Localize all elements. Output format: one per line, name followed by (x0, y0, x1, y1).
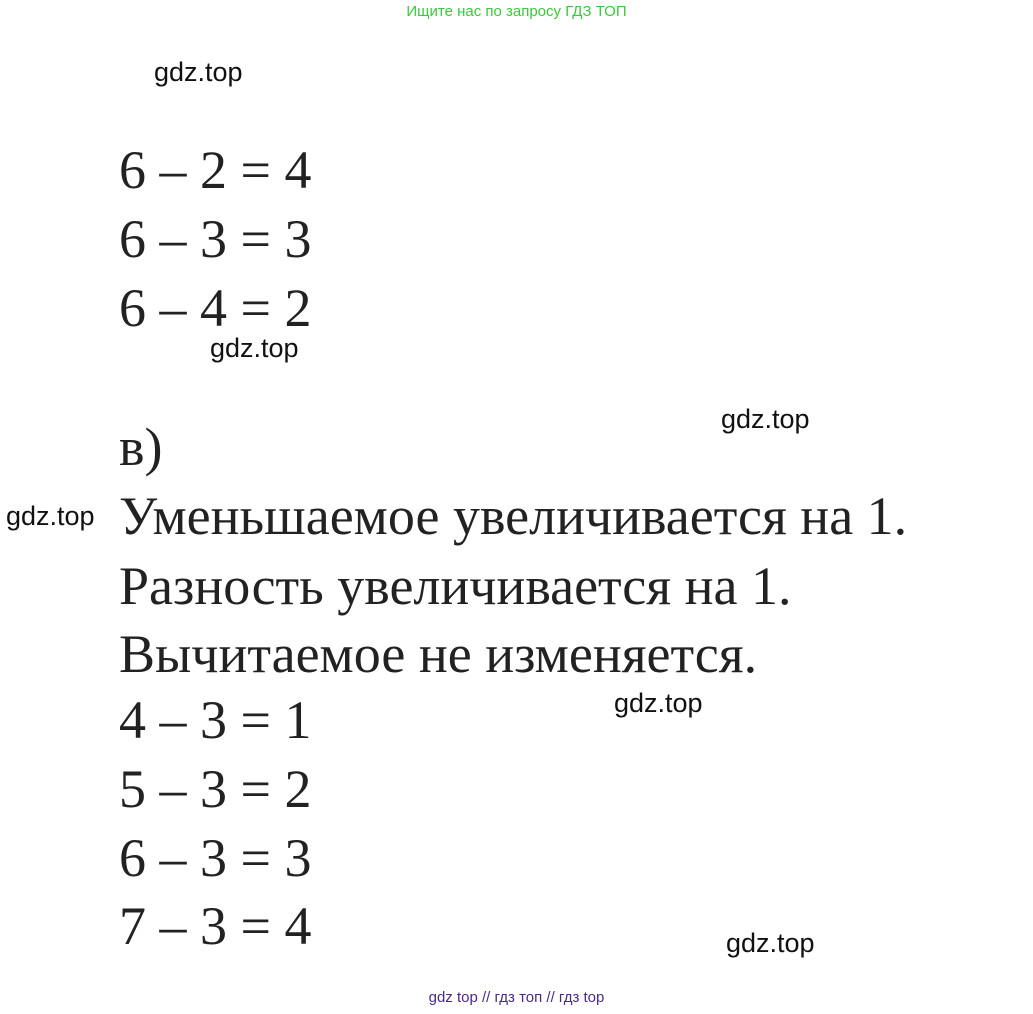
section-label: в) (119, 417, 163, 477)
watermark: gdz.top (154, 57, 243, 87)
equation-line: 4 – 3 = 1 (119, 690, 312, 750)
equation-line: 7 – 3 = 4 (119, 896, 312, 956)
statement-line: Разность увеличивается на 1. (119, 556, 792, 616)
footer-text: gdz top // гдз топ // гдз top (428, 989, 605, 1006)
equation-line: 6 – 4 = 2 (119, 278, 312, 338)
watermark: gdz.top (721, 404, 810, 434)
watermark: gdz.top (210, 333, 299, 363)
statement-line: Вычитаемое не изменяется. (119, 624, 758, 684)
equation-line: 5 – 3 = 2 (119, 759, 312, 819)
statement-line: Уменьшаемое увеличивается на 1. (119, 486, 908, 546)
watermark: gdz.top (6, 501, 95, 531)
watermark: gdz.top (614, 688, 703, 718)
equation-line: 6 – 3 = 3 (119, 828, 312, 888)
watermark: gdz.top (726, 928, 815, 958)
equation-line: 6 – 3 = 3 (119, 209, 312, 269)
top-banner: Ищите нас по запросу ГДЗ ТОП (406, 3, 627, 20)
equation-line: 6 – 2 = 4 (119, 140, 312, 200)
